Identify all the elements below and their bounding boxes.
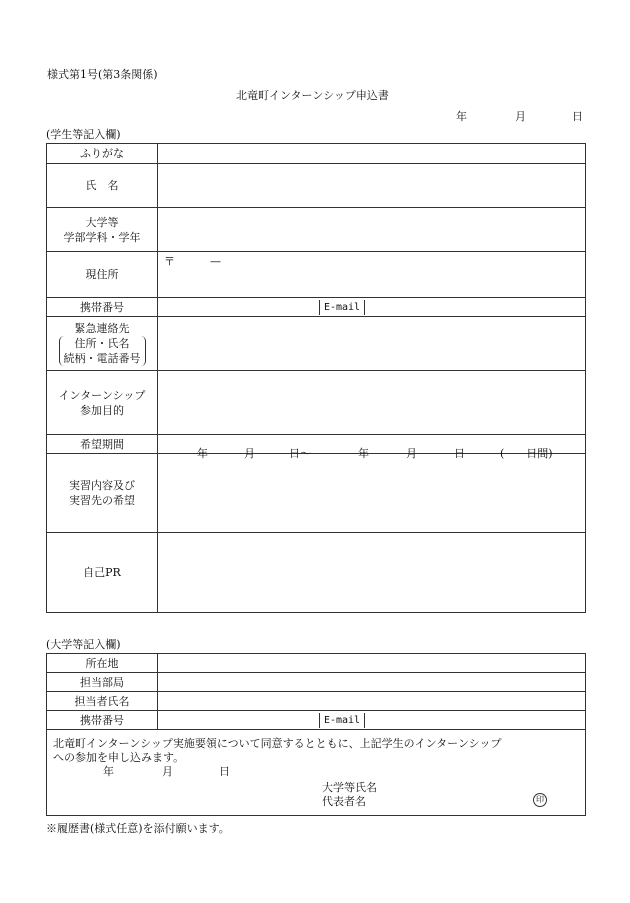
name-field[interactable] [158,164,586,208]
mobile-field[interactable] [158,300,320,315]
univ-email-label: E-mail [320,713,365,728]
period-year1: 年 [197,447,208,460]
purpose-label-line2: 参加目的 [80,403,124,417]
univ-mobile-label: 携帯番号 [47,711,158,730]
university-label-line2: 学部学科・学年 [63,230,141,244]
page-title: 北竜町インターンシップ申込書 [236,89,389,102]
agreement-line2: への参加を申し込みます。 [53,751,185,764]
period-label: 希望期間 [47,435,158,454]
agreement-cell [47,730,586,816]
header-date-year: 年 [456,110,467,123]
univ-email-field[interactable] [365,713,585,728]
emergency-label-line3: 続柄・電話番号 [63,352,141,365]
university-label [47,208,158,252]
purpose-label [47,371,158,435]
emergency-label [47,317,158,371]
self-pr-label: 自己PR [47,533,158,613]
header-date-day: 日 [572,110,583,123]
email-field[interactable] [365,300,585,315]
univ-mobile-field[interactable] [158,713,320,728]
agreement-line1: 北竜町インターンシップ実施要領について同意するとともに、上記学生のインターンシップ [53,737,502,750]
content-field[interactable] [158,454,586,533]
mobile-email-row [158,298,586,317]
period-day2: 日 [454,447,465,460]
contact-name-field[interactable] [158,692,586,711]
footnote: ※履歴書(様式任意)を添付願います。 [46,822,230,835]
agreement-date-year: 年 [103,765,114,778]
content-label-line1: 実習内容及び [69,479,135,492]
name-label: 氏 名 [47,164,158,208]
content-label [47,454,158,533]
furigana-field[interactable] [158,144,586,164]
address-field[interactable] [158,252,586,298]
period-day1: 日〜 [289,447,311,460]
university-label-line1: 大学等 [85,215,119,229]
student-section-heading: (学生等記入欄) [46,128,121,141]
header-date-month: 月 [515,110,526,123]
emergency-label-line1: 緊急連絡先 [74,322,130,335]
seal-icon: 印 [533,793,547,807]
form-number: 様式第1号(第3条関係) [47,68,158,81]
emergency-label-line2: 住所・氏名 [74,337,130,350]
agreement-date-day: 日 [219,765,230,778]
university-field[interactable] [158,208,586,252]
address-label: 現住所 [47,252,158,298]
university-section-heading: (大学等記入欄) [46,638,121,651]
contact-name-label: 担当者氏名 [47,692,158,711]
purpose-label-line1: インターンシップ [58,388,146,402]
emergency-field[interactable] [158,317,586,371]
rep-name-label: 代表者名 [322,795,366,808]
content-label-line2: 実習先の希望 [69,494,135,507]
period-days: ( 日間) [500,447,553,460]
period-month1: 月 [244,447,255,460]
period-month2: 月 [406,447,417,460]
email-label: E-mail [320,300,365,315]
department-field[interactable] [158,673,586,692]
univ-mobile-email-row [158,711,586,730]
furigana-label: ふりがな [47,144,158,164]
period-year2: 年 [358,447,369,460]
period-field[interactable] [158,435,586,460]
purpose-field[interactable] [158,371,586,435]
self-pr-field[interactable] [158,533,586,613]
student-table [46,143,586,613]
university-table [46,653,586,816]
emergency-bracket [59,336,146,366]
univ-name-label: 大学等氏名 [322,781,377,794]
location-label: 所在地 [47,654,158,673]
postal-mark: 〒 [164,255,175,268]
mobile-label: 携帯番号 [47,298,158,317]
postal-dash: — [210,255,221,268]
department-label: 担当部局 [47,673,158,692]
agreement-date-month: 月 [162,765,173,778]
location-field[interactable] [158,654,586,673]
